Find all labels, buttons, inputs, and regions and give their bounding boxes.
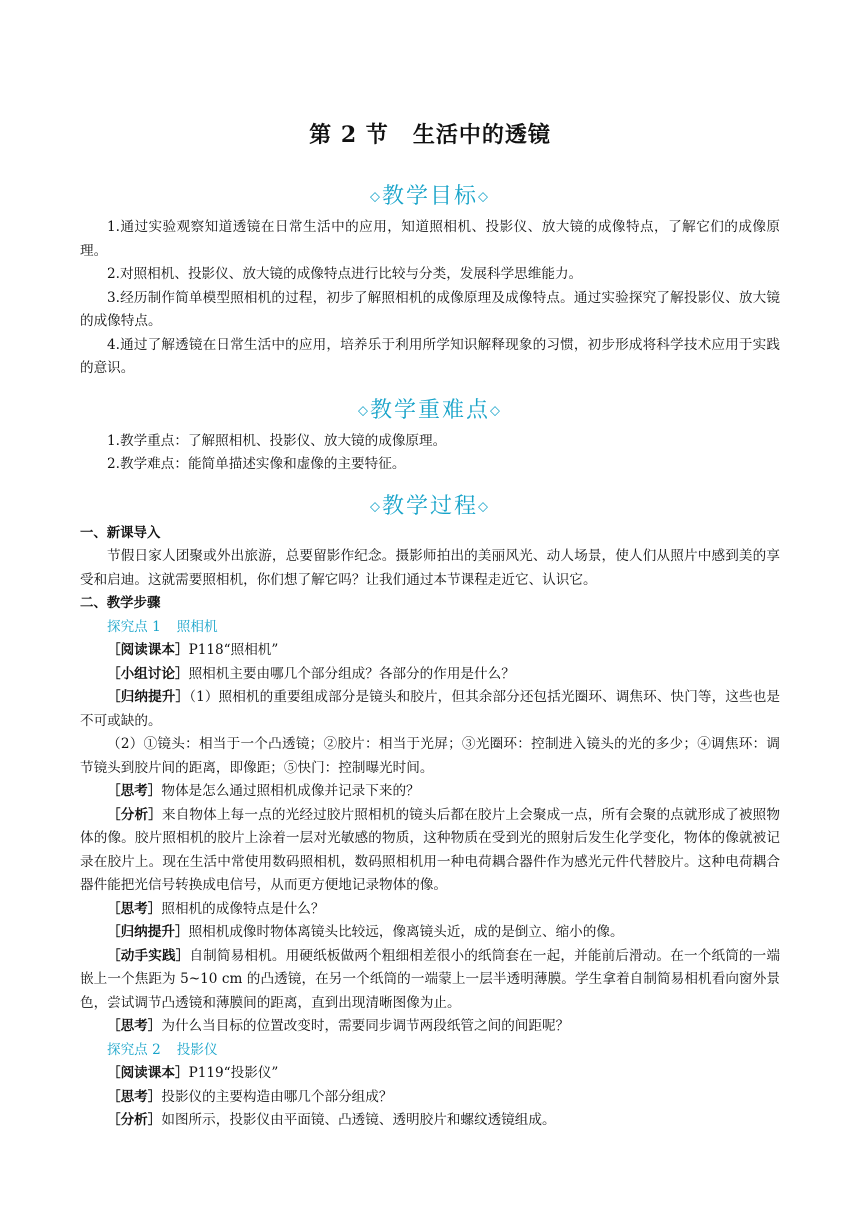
diamond-outline-icon: ◇ [369, 189, 382, 205]
content-line: ［归纳提升］（1）照相机的重要组成部分是镜头和胶片，但其余部分还包括光圈环、调焦环、快门等，这些也是不可或缺的。 [80, 689, 780, 729]
part1-text: 节假日家人团聚或外出旅游，总要留影作纪念。摄影师拍出的美丽风光、动人场景，使人们从照片中感到美的享受和启迪。这就需要照相机，你们想了解它吗？让我们通过本节课程走近它、认识它。 [80, 548, 780, 588]
process-body [80, 522, 780, 1133]
keypoints-heading: ◇教学重难点◇ [357, 397, 502, 423]
objectives-list [80, 216, 780, 381]
page-title [80, 118, 780, 149]
title-section-number: 第 2 节 [309, 122, 389, 148]
content-line: ［小组讨论］照相机主要由哪几个部分组成？各部分的作用是什么？ [107, 665, 515, 682]
process-heading: ◇教学过程◇ [369, 493, 490, 519]
content-line: ［思考］为什么当目标的位置改变时，需要同步调节两段纸管之间的间距呢？ [107, 1018, 570, 1034]
content-line: （2）①镜头：相当于一个凸透镜；②胶片：相当于光屏；③光圈环：控制进入镜头的光的多少；④调焦环：调节镜头到胶片间的距离，即像距；⑤快门：控制曝光时间。 [80, 736, 780, 776]
diamond-outline-icon: ◇ [369, 499, 382, 514]
explore-2-content [80, 1062, 780, 1133]
content-line: ［动手实践］自制简易相机。用硬纸板做两个粗细相差很小的纸筒套在一起，并能前后滑动。在一个纸筒的一端嵌上一个焦距为 5~10 cm 的凸透镜，在另一个纸筒的一端蒙上一层半透明薄膜。学生拿着自制简易相机看向窗外景色，尝试调节凸透镜和薄膜间的距离，直到出现清晰图像为止。 [80, 947, 781, 1011]
diamond-outline-icon: ◇ [357, 403, 370, 418]
diamond-outline-icon: ◇ [490, 403, 502, 418]
content-line: ［分析］来自物体上每一点的光经过胶片照相机的镜头后都在胶片上会聚成一点，所有会聚的点就形成了被照物体的像。胶片照相机的胶片上涂着一层对光敏感的物质，这种物质在受到光的照射后发生化学变化，物体的像就被记录在胶片上。现在生活中常使用数码照相机，数码照相机用一种电荷耦合器件作为感光元件代替胶片。这种电荷耦合器件能把光信号转换成电信号，从而更方便地记录物体的像。 [80, 806, 780, 893]
content-line: ［分析］如图所示，投影仪由平面镜、凸透镜、透明胶片和螺纹透镜组成。 [107, 1112, 556, 1128]
keypoint-item: 2.教学难点：能简单描述实像和虚像的主要特征。 [107, 456, 406, 472]
part1-title: 一、新课导入 [80, 525, 161, 541]
content-line: ［归纳提升］照相机成像时物体离镜头比较远，像离镜头近，成的是倒立、缩小的像。 [107, 924, 624, 940]
objective-item: 3.经历制作简单模型照相机的过程，初步了解照相机的成像原理及成像特点。通过实验探究了解投影仪、放大镜的成像特点。 [80, 289, 780, 329]
content-line: ［思考］照相机的成像特点是什么？ [107, 900, 325, 917]
diamond-outline-icon: ◇ [478, 189, 490, 205]
title-text: 生活中的透镜 [412, 122, 551, 148]
document-page [80, 0, 780, 1133]
part2-title: 二、教学步骤 [80, 596, 161, 611]
content-line: ［思考］投影仪的主要构造由哪几个部分组成？ [107, 1088, 393, 1105]
keypoint-item: 1.教学重点：了解照相机、投影仪、放大镜的成像原理。 [107, 432, 447, 449]
objective-item: 4.通过了解透镜在日常生活中的应用，培养乐于利用所学知识解释现象的习惯，初步形成将科学技术应用于实践的意识。 [80, 336, 780, 376]
explore-point-2: 探究点 2 投影仪 [107, 1041, 218, 1058]
content-line: ［阅读课本］P119“投影仪” [107, 1065, 279, 1081]
objectives-heading: ◇教学目标◇ [369, 184, 490, 209]
objective-item: 1.通过实验观察知道透镜在日常生活中的应用，知道照相机、投影仪、放大镜的成像特点，了解它们的成像原理。 [80, 219, 780, 259]
keypoints-list [80, 430, 780, 477]
explore-1-content [80, 639, 780, 1039]
objective-item: 2.对照相机、投影仪、放大镜的成像特点进行比较与分类，发展科学思维能力。 [107, 266, 583, 282]
content-line: ［阅读课本］P118“照相机” [107, 642, 279, 658]
content-line: ［思考］物体是怎么通过照相机成像并记录下来的？ [107, 783, 420, 799]
diamond-outline-icon: ◇ [478, 499, 490, 514]
explore-point-1: 探究点 1 照相机 [107, 618, 218, 635]
